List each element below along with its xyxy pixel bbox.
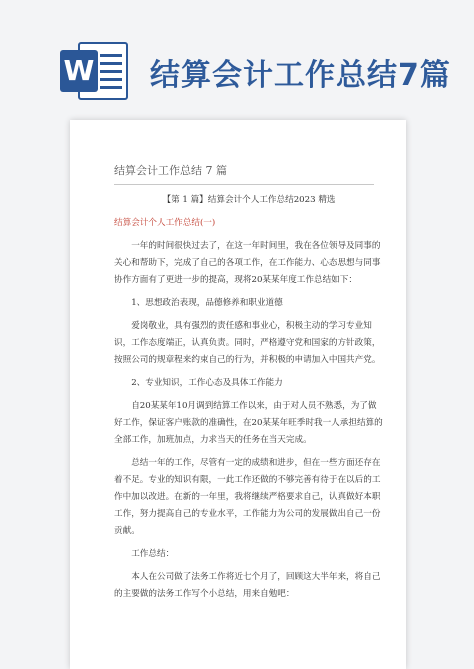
paragraph-2: 自20某某年10月调到结算工作以来，由于对人员不熟悉，为了做好工作，保证客户账款的准确性，在20某某年旺季时我一人承担结算的全部工作，加班加点，力求当天的任务在当天完成。	[114, 401, 383, 445]
header-divider	[114, 184, 374, 185]
word-icon	[60, 42, 132, 100]
banner-title: 结算会计工作总结7篇	[150, 58, 451, 93]
banner	[0, 0, 474, 130]
toc-line: 【第 1 篇】结算会计个人工作总结2023 精选	[162, 195, 336, 205]
section-title: 结算会计个人工作总结(一)	[114, 218, 216, 228]
paragraph-intro: 一年的时间很快过去了，在这一年时间里，我在各位领导及同事的关心和帮助下，完成了自己的各项工作，在工作能力、心态思想与同事协作方面有了更进一步的提高，现将20某某年度工作总结如下：	[114, 241, 381, 285]
paragraph-1: 爱岗敬业，具有强烈的责任感和事业心，积极主动的学习专业知识，工作态度端正，认真负责。同时，严格遵守党和国家的方针政策，按照公司的规章程来约束自己的行为，并积极的申请加入中国共产党。	[114, 321, 381, 365]
subheading-1: 1、思想政治表现，品德修养和职业道德	[131, 298, 283, 308]
word-badge: W	[60, 50, 98, 92]
paragraph-3: 总结一年的工作，尽管有一定的成绩和进步，但在一些方面还存在着不足。专业的知识有限，一此工作还做的不够完善有待于在以后的工作中加以改进。在新的一年里，我将继续严格要求自己，认真做好本职工作，努力提高自己的专业水平，工作能力为公司的发展做出自己一份贡献。	[114, 458, 381, 536]
page-header: 结算会计工作总结 7 篇	[114, 164, 227, 177]
subheading-2: 2、专业知识，工作心态及具体工作能力	[131, 378, 283, 388]
subheading-3: 工作总结：	[131, 549, 175, 559]
document-page	[70, 120, 406, 669]
paragraph-4: 本人在公司做了法务工作将近七个月了，回顾这大半年来，将自己的主要做的法务工作写个小总结，用来自勉吧：	[114, 572, 381, 599]
document-body	[114, 192, 384, 607]
